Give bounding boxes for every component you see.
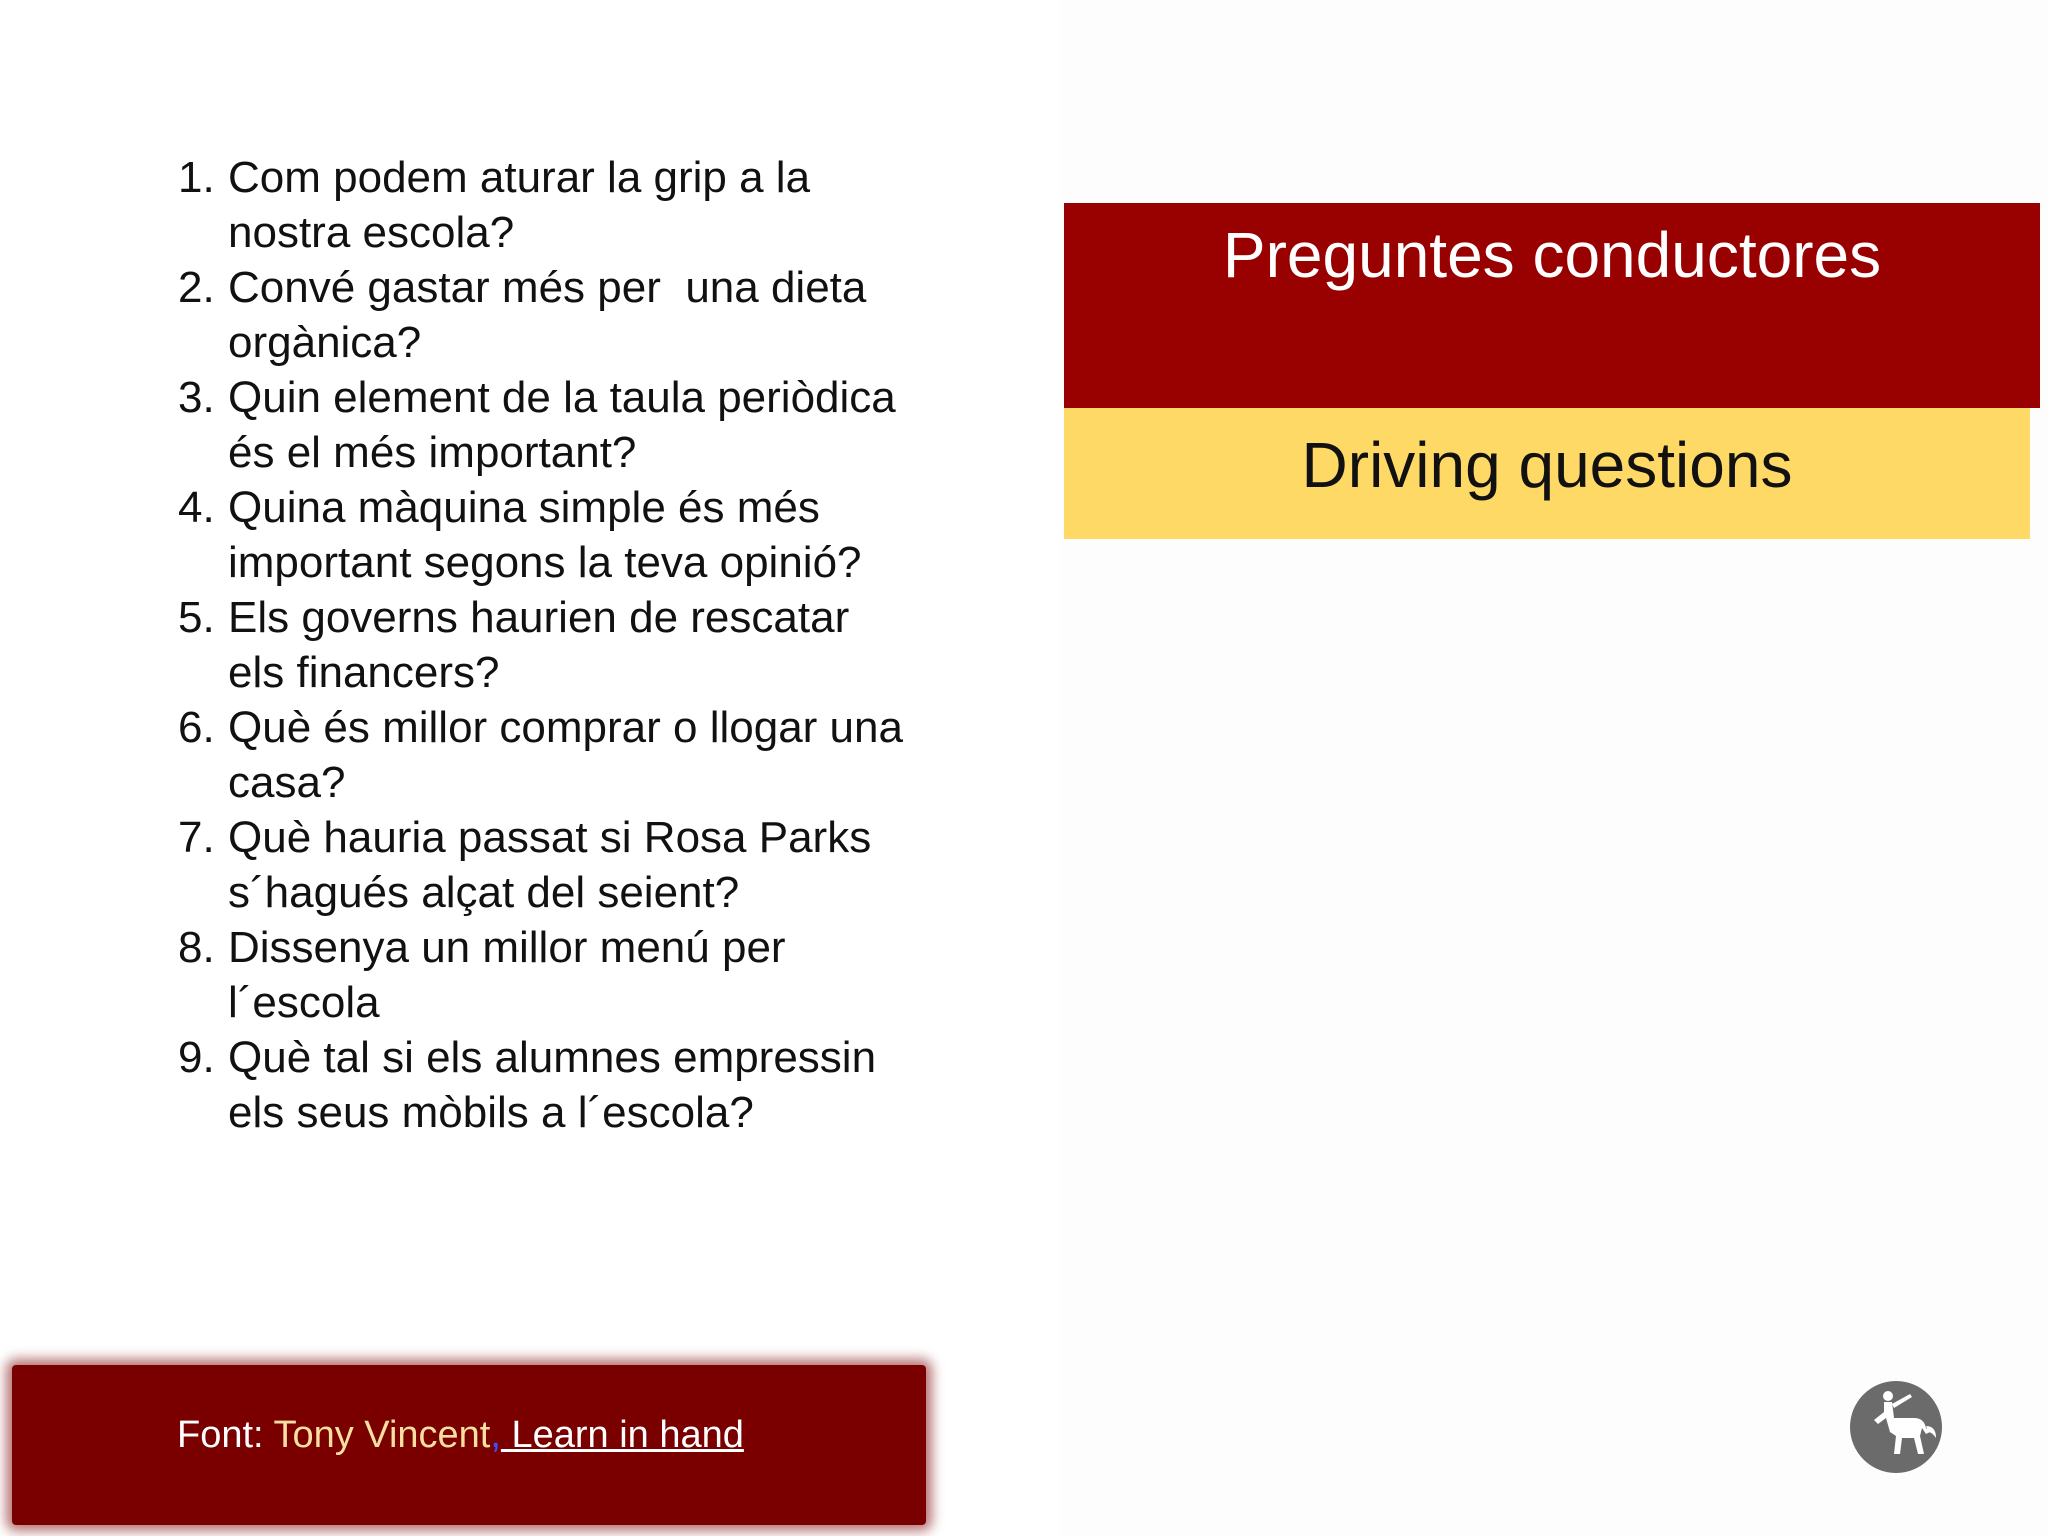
question-item-4 xyxy=(178,480,978,590)
question-number: 2. xyxy=(178,263,215,312)
question-number: 7. xyxy=(178,813,215,862)
slide-title: Preguntes conductores xyxy=(1222,219,1882,291)
question-line: nostra escola? xyxy=(228,208,515,257)
question-line: els financers? xyxy=(228,648,500,697)
separator: , xyxy=(490,1414,501,1456)
question-line: casa? xyxy=(228,758,346,807)
question-list xyxy=(178,150,978,1140)
author-name: Tony Vincent xyxy=(273,1414,491,1456)
question-line: Què hauria passat si Rosa Parks xyxy=(228,813,872,862)
question-number: 9. xyxy=(178,1033,215,1082)
question-line: s´hagués alçat del seient? xyxy=(228,868,740,917)
question-number: 6. xyxy=(178,703,215,752)
source-credit xyxy=(177,1410,744,1460)
question-number: 3. xyxy=(178,373,215,422)
title-banner xyxy=(1064,203,2040,408)
source-label: Font: xyxy=(177,1414,274,1456)
question-number: 5. xyxy=(178,593,215,642)
question-line: Els governs haurien de rescatar xyxy=(228,593,850,642)
question-line: Convé gastar més per una dieta xyxy=(228,263,867,312)
question-number: 8. xyxy=(178,923,215,972)
question-item-2 xyxy=(178,260,978,370)
question-line: important segons la teva opinió? xyxy=(228,538,862,587)
question-line: Com podem aturar la grip a la xyxy=(228,153,811,202)
question-line: l´escola xyxy=(228,978,380,1027)
question-line: els seus mòbils a l´escola? xyxy=(228,1088,754,1137)
question-item-3 xyxy=(178,370,978,480)
question-item-9 xyxy=(178,1030,978,1140)
question-number: 4. xyxy=(178,483,215,532)
question-line: Què és millor comprar o llogar una xyxy=(228,703,903,752)
centaur-logo-icon xyxy=(1848,1374,1944,1480)
question-item-5 xyxy=(178,590,978,700)
question-item-7 xyxy=(178,810,978,920)
question-line: Dissenya un millor menú per xyxy=(228,923,786,972)
learn-in-hand-link[interactable]: Learn in hand xyxy=(500,1414,744,1456)
question-item-8 xyxy=(178,920,978,1030)
question-line: orgànica? xyxy=(228,318,422,367)
question-number: 1. xyxy=(178,153,215,202)
question-item-6 xyxy=(178,700,978,810)
subtitle-banner xyxy=(1064,408,2030,539)
slide-subtitle: Driving questions xyxy=(1301,429,1793,501)
question-line: Què tal si els alumnes empressin xyxy=(228,1033,877,1082)
question-item-1 xyxy=(178,150,978,260)
question-line: Quina màquina simple és més xyxy=(228,483,820,532)
question-line: és el més important? xyxy=(228,428,637,477)
question-line: Quin element de la taula periòdica xyxy=(228,373,896,422)
